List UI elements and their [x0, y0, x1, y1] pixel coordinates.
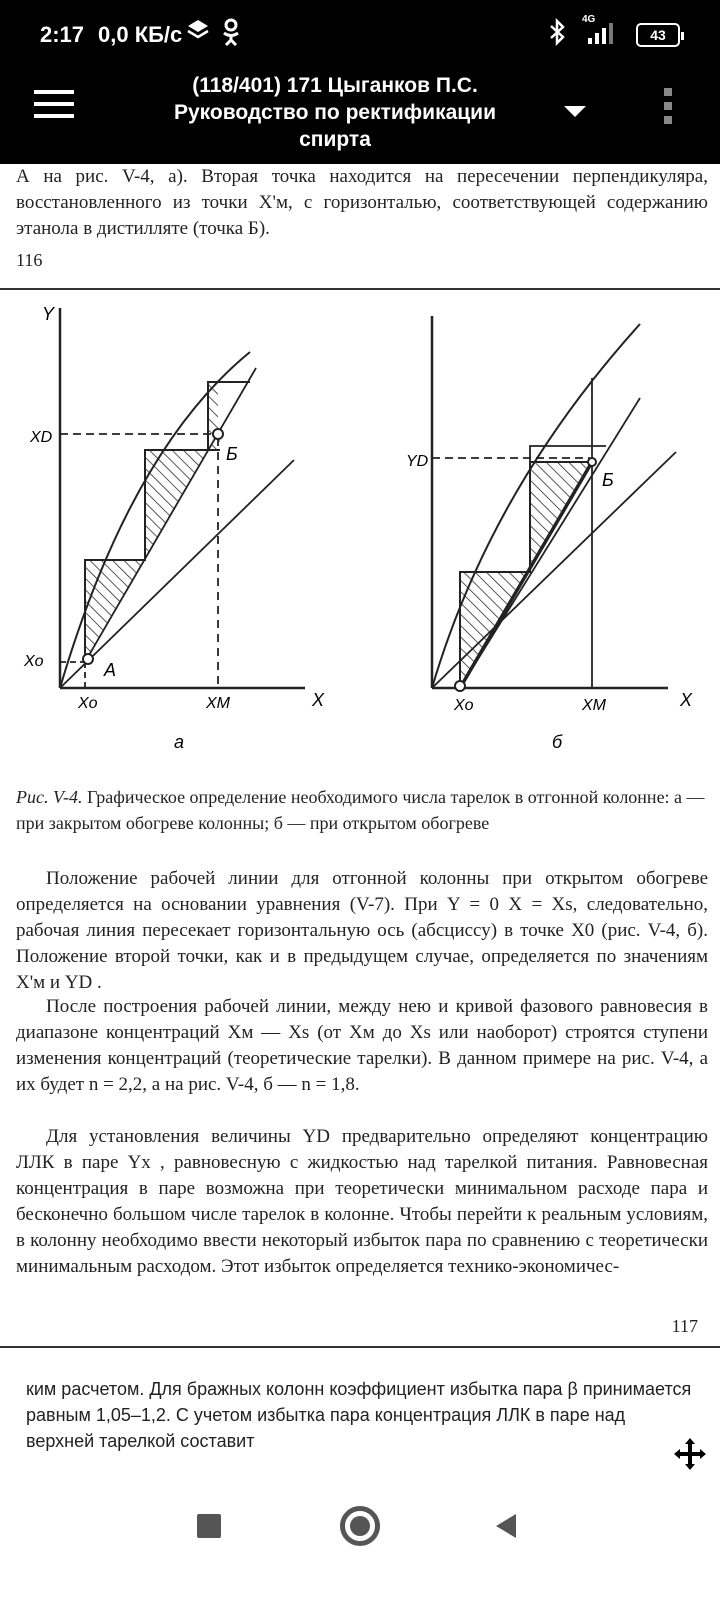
graph-b-xm-label: XM	[582, 697, 606, 714]
signal-icon	[582, 14, 620, 52]
title-line-3: спирта	[299, 128, 371, 151]
graph-b-x-label: X	[680, 690, 693, 710]
next-page-text: ким расчетом. Для бражных колонн коэффициент избытка пара β принимается равным 1,05–1,2. С учетом избытка пара концентрация ЛЛК в паре над верхней тарелкой составит	[26, 1379, 692, 1451]
graph-a-point-a: А	[104, 660, 117, 680]
caption-prefix: Рис. V-4.	[16, 787, 83, 807]
square-icon[interactable]	[197, 1514, 221, 1538]
status-speed: 0,0 КБ/с	[98, 22, 183, 47]
chevron-down-icon[interactable]	[564, 106, 586, 117]
paragraph-2: После построения рабочей линии, между нею и кривой фазового равновесия в диапазоне концентраций Xм — Xs (от Xм до Xs или наоборот) строятся ступени изменения концентраций (теоретические тарелки). В данном примере на рис. V-4, а их будет n = 2,2, а на рис. V-4, б — n = 1,8.	[16, 996, 708, 1095]
odnoklassniki-icon	[220, 18, 242, 52]
app-toolbar	[0, 68, 720, 164]
page-separator-2	[0, 1346, 720, 1348]
battery-icon	[636, 23, 680, 47]
document-title	[120, 72, 550, 153]
back-triangle-icon[interactable]	[496, 1514, 516, 1538]
move-arrows-icon[interactable]	[672, 1436, 708, 1472]
graph-a-xd-label: XD	[30, 429, 53, 446]
graph-a-x-label: X	[312, 690, 325, 710]
graph-a-sublabel: а	[174, 732, 185, 752]
more-vert-icon[interactable]	[662, 88, 674, 130]
page-number-117: 117	[671, 1316, 698, 1336]
graph-a-y-label: Y	[42, 304, 55, 324]
caption-text: Графическое определение необходимого числа тарелок в отгонной колонне: а — при закрытом обогреве колонны; б — при открытом обогреве	[16, 787, 705, 833]
top-paragraph: А на рис. V-4, а). Вторая точка находится на пересечении перпендикуляра, восстановленного из точки X'м, с горизонталью, соответствующей содержанию этанола в дистилляте (точка Б).	[16, 166, 708, 239]
graph-b-point-b: Б	[602, 470, 614, 490]
graph-a-point-b: Б	[226, 444, 238, 464]
graph-b-xo-label: Xo	[454, 697, 474, 714]
figure-caption	[16, 784, 708, 836]
graph-b-yd-label: YD	[406, 453, 429, 470]
title-line-1: (118/401) 171 Цыганков П.С.	[192, 74, 478, 97]
page-number-116: 116	[16, 250, 43, 270]
graph-b-sublabel: б	[552, 732, 563, 752]
network-type: 4G	[582, 14, 596, 25]
status-bar	[0, 0, 720, 68]
title-line-2: Руководство по ректификации	[173, 101, 496, 124]
graph-a-xo-bottom-label: Xo	[78, 695, 98, 712]
home-circle-icon[interactable]	[340, 1506, 380, 1546]
layers-icon	[186, 18, 210, 50]
graph-a-xo-left-label: Xo	[24, 653, 44, 670]
battery-level: 43	[650, 27, 666, 43]
document-page[interactable]	[0, 164, 720, 1476]
figure-v4	[0, 290, 720, 770]
status-time: 2:17	[40, 22, 85, 47]
navigation-bar	[0, 1476, 720, 1600]
graph-a	[60, 308, 305, 688]
menu-icon[interactable]	[34, 90, 74, 120]
paragraph-3: Для установления величины YD предварительно определяют концентрацию ЛЛК в паре Yx , равновесную с жидкостью над тарелкой питания. Равновесная концентрация в паре возможна при теоретически минимальном расходе пара и бесконечно большом числе тарелок в колонне. Чтобы перейти к реальным условиям, в колонну необходимо ввести некоторый избыток пара по сравнению с теоретически минимальным расходом. Этот избыток определяется технико-экономичес-	[16, 1126, 708, 1277]
bluetooth-icon	[548, 18, 566, 52]
paragraph-1: Положение рабочей линии для отгонной колонны при открытом обогреве определяется на основании уравнения (V-7). При Y = 0 X = Xs, следовательно, рабочая линия пересекает горизонтальную ось (абсциссу) в точке X0 (рис. V-4, б). Положение второй точки, как и в предыдущем случае, определяется по значениям X'м и YD .	[16, 868, 708, 993]
graph-a-xm-label: XM	[206, 695, 230, 712]
graph-b	[432, 316, 676, 691]
